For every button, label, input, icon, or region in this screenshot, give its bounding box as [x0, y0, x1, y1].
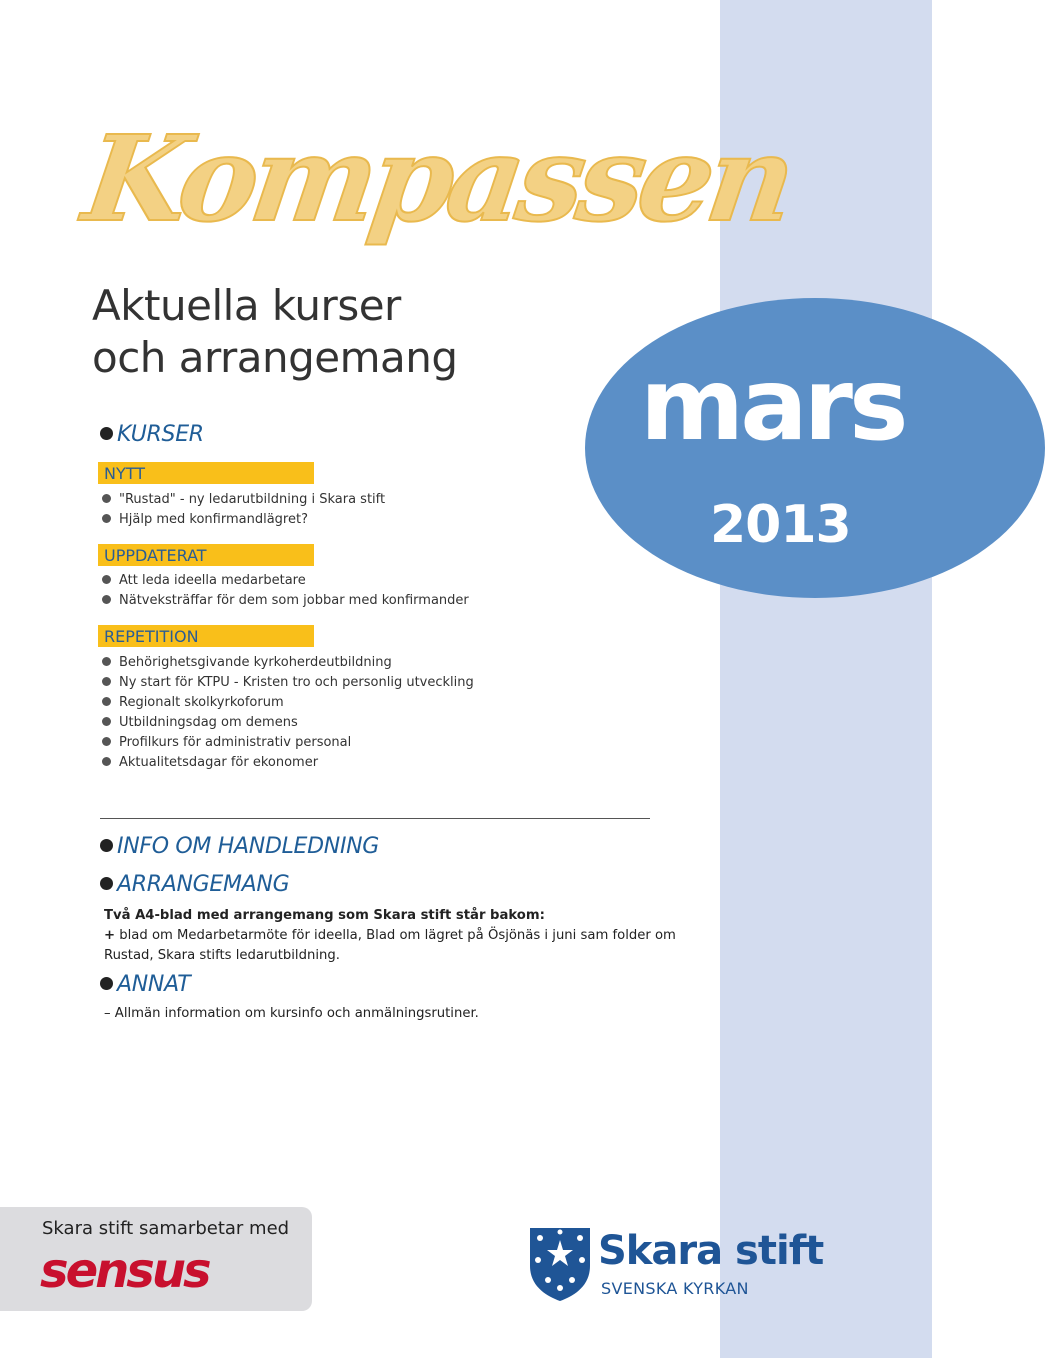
bullet-icon	[102, 757, 111, 766]
masthead-logo-text: Kompassen	[76, 109, 799, 248]
bullet-icon	[102, 595, 111, 604]
sensus-logo: sensus	[40, 1243, 209, 1299]
dash: –	[104, 1006, 111, 1021]
list-item-text: Profilkurs för administrativ personal	[119, 735, 352, 750]
skara-stift-name: Skara stift	[598, 1228, 824, 1274]
bullet-icon	[102, 737, 111, 746]
arrangemang-title-text: ARRANGEMANG	[117, 872, 290, 897]
list-item-text: Regionalt skolkyrkoforum	[119, 695, 284, 710]
plus-sign: +	[104, 928, 116, 943]
list-item	[102, 713, 474, 733]
kurser-title-text: KURSER	[117, 422, 204, 447]
info-section-title	[100, 834, 379, 859]
list-item	[102, 653, 474, 673]
list-item	[102, 733, 474, 753]
list-item	[102, 693, 474, 713]
annat-line	[104, 1003, 479, 1024]
page-heading	[92, 280, 458, 384]
bullet-dot-icon	[100, 977, 113, 990]
heading-line-1: Aktuella kurser	[92, 281, 401, 330]
list-item-text: "Rustad" - ny ledarutbildning i Skara stift	[119, 492, 386, 507]
list-item-text: Utbildningsdag om demens	[119, 715, 298, 730]
list-item-text: Hjälp med konfirmandlägret?	[119, 512, 308, 527]
kompassen-masthead-logo	[76, 80, 799, 260]
list-item-text: Aktualitetsdagar för ekonomer	[119, 755, 319, 770]
bullet-icon	[102, 677, 111, 686]
skara-stift-shield-icon	[528, 1226, 592, 1302]
date-badge-year: 2013	[710, 495, 851, 555]
list-item-text: Att leda ideella medarbetare	[119, 573, 306, 588]
list-item-text: Ny start för KTPU - Kristen tro och personlig utveckling	[119, 675, 474, 690]
tag-nytt: NYTT	[98, 462, 314, 484]
date-badge-month: mars	[640, 346, 905, 463]
tag-repetition: REPETITION	[98, 625, 314, 647]
arrangemang-line-2: Rustad, Skara stifts ledarutbildning.	[104, 948, 340, 963]
section-divider	[100, 818, 650, 819]
info-title-text: INFO OM HANDLEDNING	[117, 834, 380, 859]
annat-section-title	[100, 972, 190, 997]
bullet-dot-icon	[100, 877, 113, 890]
bullet-dot-icon	[100, 427, 113, 440]
bullet-icon	[102, 575, 111, 584]
arrangemang-line-1-text: blad om Medarbetarmöte för ideella, Blad om lägret på Ösjönäs i juni sam folder om	[119, 928, 676, 943]
bullet-icon	[102, 717, 111, 726]
list-item	[102, 571, 469, 591]
tag-uppdaterat: UPPDATERAT	[98, 544, 314, 566]
nytt-list	[102, 490, 385, 530]
list-item	[102, 510, 385, 530]
bullet-icon	[102, 494, 111, 503]
list-item-text: Behörighetsgivande kyrkoherdeutbildning	[119, 655, 392, 670]
list-item-text: Nätveksträffar för dem som jobbar med konfirmander	[119, 593, 469, 608]
sensus-caption: Skara stift samarbetar med	[42, 1218, 290, 1239]
kurser-section-title	[100, 422, 204, 447]
arrangemang-lead: Två A4-blad med arrangemang som Skara stift står bakom:	[104, 908, 545, 923]
bullet-icon	[102, 657, 111, 666]
repetition-list	[102, 653, 474, 773]
uppdaterat-list	[102, 571, 469, 611]
bullet-icon	[102, 514, 111, 523]
bullet-dot-icon	[100, 839, 113, 852]
annat-text: Allmän information om kursinfo och anmälningsrutiner.	[114, 1006, 479, 1021]
list-item	[102, 490, 385, 510]
bullet-icon	[102, 697, 111, 706]
arrangemang-section-title	[100, 872, 289, 897]
list-item	[102, 753, 474, 773]
arrangemang-line-1	[104, 925, 676, 946]
svenska-kyrkan-label: SVENSKA KYRKAN	[601, 1279, 749, 1298]
annat-title-text: ANNAT	[117, 972, 191, 997]
list-item	[102, 591, 469, 611]
list-item	[102, 673, 474, 693]
heading-line-2: och arrangemang	[92, 333, 458, 382]
